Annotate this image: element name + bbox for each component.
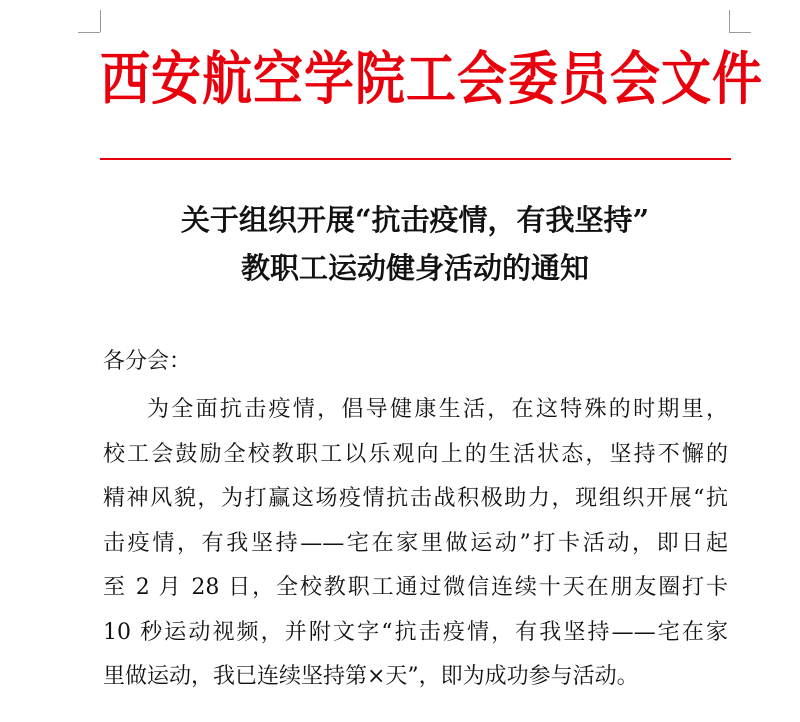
crop-mark-top-right <box>729 32 751 33</box>
notice-title-line-1: 关于组织开展“抗击疫情，有我坚持” <box>180 203 650 237</box>
notice-title <box>100 196 730 292</box>
body-line: 10 秒运动视频，并附文字“抗击疫情，有我坚持——宅在家 <box>103 619 728 645</box>
crop-mark-top-right <box>729 10 730 32</box>
crop-mark-top-left <box>78 32 100 33</box>
body-line: 击疫情，有我坚持——宅在家里做运动”打卡活动，即日起 <box>103 530 728 556</box>
body-line: 校工会鼓励全校教职工以乐观向上的生活状态，坚持不懈的 <box>103 441 728 467</box>
body-line: 里做运动，我已连续坚持第×天”，即为成功参与活动。 <box>103 664 639 689</box>
salutation: 各分会： <box>103 349 192 374</box>
body-line: 至 2 月 28 日，全校教职工通过微信连续十天在朋友圈打卡 <box>103 575 728 600</box>
notice-title-line-2: 教职工运动健身活动的通知 <box>240 251 589 285</box>
notice-body <box>103 388 728 700</box>
body-line: 精神风貌，为打赢这场疫情抗击战积极助力，现组织开展“抗 <box>103 486 728 511</box>
body-line: 为全面抗击疫情，倡导健康生活，在这特殊的时期里， <box>147 397 728 422</box>
document-header-title: 西安航空学院工会委员会文件 <box>100 45 763 113</box>
crop-mark-top-left <box>100 10 101 32</box>
header-red-rule <box>100 158 731 160</box>
